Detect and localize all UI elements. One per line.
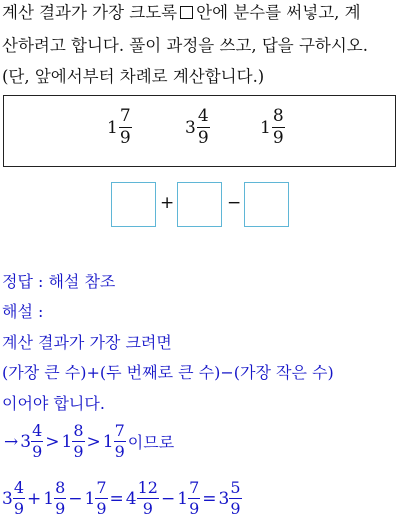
fraction (119, 108, 132, 147)
plus-operator: + (160, 193, 175, 213)
calculation-line (2, 480, 242, 517)
whole-part: 1 (84, 488, 96, 509)
given-fraction-2 (185, 108, 210, 147)
greater-than-sign: > (45, 431, 60, 452)
whole-part: 3 (218, 488, 230, 509)
question-line-3: (단, 앞에서부터 차례로 계산합니다.) (2, 67, 265, 86)
answer-box-1[interactable] (111, 182, 156, 227)
minus-operator: − (227, 193, 242, 213)
whole-part: 1 (102, 431, 114, 452)
explanation-label: 해설 : (2, 302, 44, 321)
numerator: 7 (189, 478, 200, 497)
denominator: 9 (13, 499, 25, 518)
denominator: 9 (55, 499, 66, 518)
equals-sign: = (109, 488, 124, 509)
given-fraction-3 (260, 108, 285, 147)
fraction (114, 423, 126, 460)
arrow-icon: → (4, 431, 19, 452)
numerator: 8 (55, 478, 66, 497)
denominator: 9 (96, 499, 107, 518)
numerator: 4 (13, 478, 25, 497)
fraction (72, 423, 84, 460)
denominator: 9 (114, 442, 125, 461)
comparison-suffix: 이므로 (127, 433, 175, 452)
question-text-before-box: 계산 결과가 가장 크도록 (2, 3, 178, 22)
plus-sign: + (27, 488, 42, 509)
whole-part: 3 (2, 488, 13, 509)
denominator: 9 (142, 499, 153, 518)
explanation-line-2: (가장 큰 수)+(두 번째로 큰 수)−(가장 작은 수) (2, 363, 334, 382)
minus-sign: − (68, 488, 83, 509)
whole-part: 1 (61, 431, 73, 452)
whole-part: 1 (260, 117, 271, 138)
numerator: 8 (272, 106, 284, 126)
question-text-after-box: 안에 분수를 써넣고, 계 (196, 3, 361, 22)
greater-than-sign: > (86, 431, 101, 452)
fraction (54, 480, 66, 517)
fraction (229, 480, 241, 517)
denominator: 9 (119, 128, 131, 148)
whole-part: 3 (20, 431, 32, 452)
numerator: 4 (197, 106, 209, 126)
denominator: 9 (189, 499, 200, 518)
numerator: 7 (96, 478, 107, 497)
whole-part: 4 (125, 488, 137, 509)
answer-box-2[interactable] (177, 182, 222, 227)
numerator: 4 (32, 421, 43, 440)
given-fraction-1 (107, 108, 132, 147)
equals-sign: = (202, 488, 217, 509)
numerator: 12 (137, 478, 158, 497)
blank-square-icon (180, 6, 193, 19)
minus-sign: − (160, 488, 176, 509)
fraction (197, 108, 210, 147)
whole-part: 1 (107, 117, 118, 138)
fraction (188, 480, 200, 517)
answer-line: 정답 : 해설 참조 (2, 272, 116, 291)
numerator: 8 (73, 421, 84, 440)
denominator: 9 (197, 128, 209, 148)
denominator: 9 (32, 442, 43, 461)
whole-part: 1 (43, 488, 55, 509)
fraction (95, 480, 107, 517)
denominator: 9 (272, 128, 284, 148)
denominator: 9 (230, 499, 241, 518)
question-line-2: 산하려고 합니다. 풀이 과정을 쓰고, 답을 구하시오. (2, 36, 368, 55)
answer-box-3[interactable] (244, 182, 289, 227)
whole-part: 1 (177, 488, 189, 509)
numerator: 5 (230, 478, 241, 497)
whole-part: 3 (185, 117, 196, 138)
explanation-line-3: 이어야 합니다. (2, 394, 105, 413)
numerator: 7 (114, 421, 125, 440)
fraction (13, 480, 25, 517)
comparison-line (2, 423, 174, 460)
question-line-1 (2, 3, 361, 23)
explanation-line-1: 계산 결과가 가장 크려면 (2, 333, 172, 352)
numerator: 7 (119, 106, 131, 126)
fraction (272, 108, 285, 147)
fraction (31, 423, 43, 460)
fraction (137, 480, 159, 517)
denominator: 9 (73, 442, 84, 461)
